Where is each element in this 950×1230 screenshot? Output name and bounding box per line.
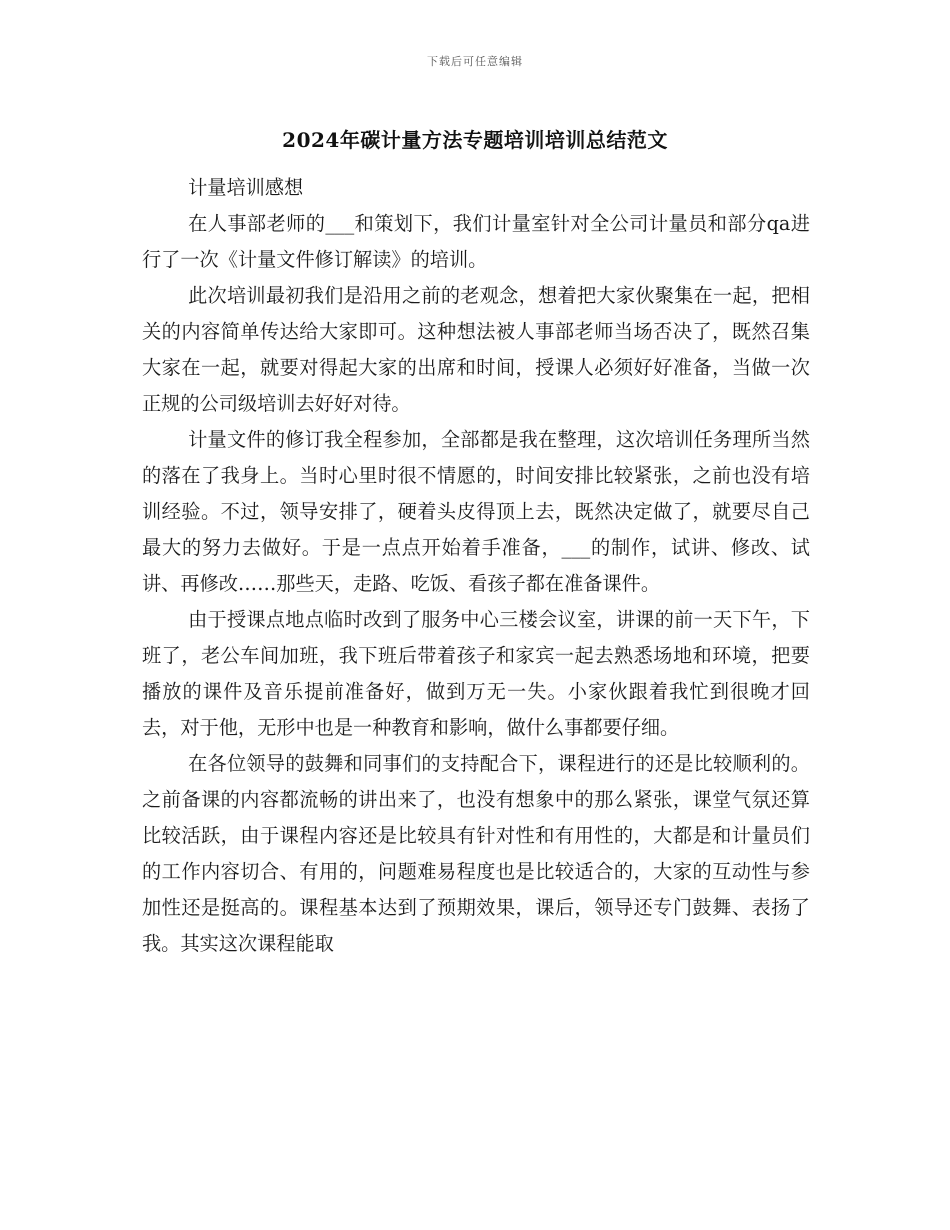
section-heading: 计量培训感想: [188, 176, 304, 199]
paragraph: 此次培训最初我们是沿用之前的老观念，想着把大家伙聚集在一起，把相关的内容简单传达给大家即可。这种想法被人事部老师当场否决了，既然召集大家在一起，就要对得起大家的出席和时间，授课人必须好好准备，当做一次正规的公司级培训去好好对待。: [142, 284, 810, 415]
paragraph: 计量文件的修订我全程参加，全部都是我在整理，这次培训任务理所当然的落在了我身上。当时心里时很不情愿的，时间安排比较紧张，之前也没有培训经验。不过，领导安排了，硬着头皮得顶上去，既然决定做了，就要尽自己最大的努力去做好。于是一点点开始着手准备，___的制作，试讲、修改、试讲、再修改……那些天，走路、吃饭、看孩子都在准备课件。: [142, 428, 810, 595]
paragraph: 在各位领导的鼓舞和同事们的支持配合下，课程进行的还是比较顺利的。之前备课的内容都流畅的讲出来了，也没有想象中的那么紧张，课堂气氛还算比较活跃，由于课程内容还是比较具有针对性和有用性的，大都是和计量员们的工作内容切合、有用的，问题难易程度也是比较适合的，大家的互动性与参加性还是挺高的。课程基本达到了预期效果，课后，领导还专门鼓舞、表扬了我。其实这次课程能取: [142, 752, 810, 955]
paragraph: 在人事部老师的___和策划下，我们计量室针对全公司计量员和部分qa进行了一次《计量文件修订解读》的培训。: [142, 212, 810, 271]
document-title: 2024年碳计量方法专题培训培训总结范文: [282, 128, 668, 152]
document-body: [142, 170, 810, 962]
paragraph: 由于授课点地点临时改到了服务中心三楼会议室，讲课的前一天下午，下班了，老公车间加班，我下班后带着孩子和家宾一起去熟悉场地和环境，把要播放的课件及音乐提前准备好，做到万无一失。小家伙跟着我忙到很晚才回去，对于他，无形中也是一种教育和影响，做什么事都要仔细。: [142, 608, 810, 739]
page-header-note: 下载后可任意编辑: [427, 55, 523, 68]
